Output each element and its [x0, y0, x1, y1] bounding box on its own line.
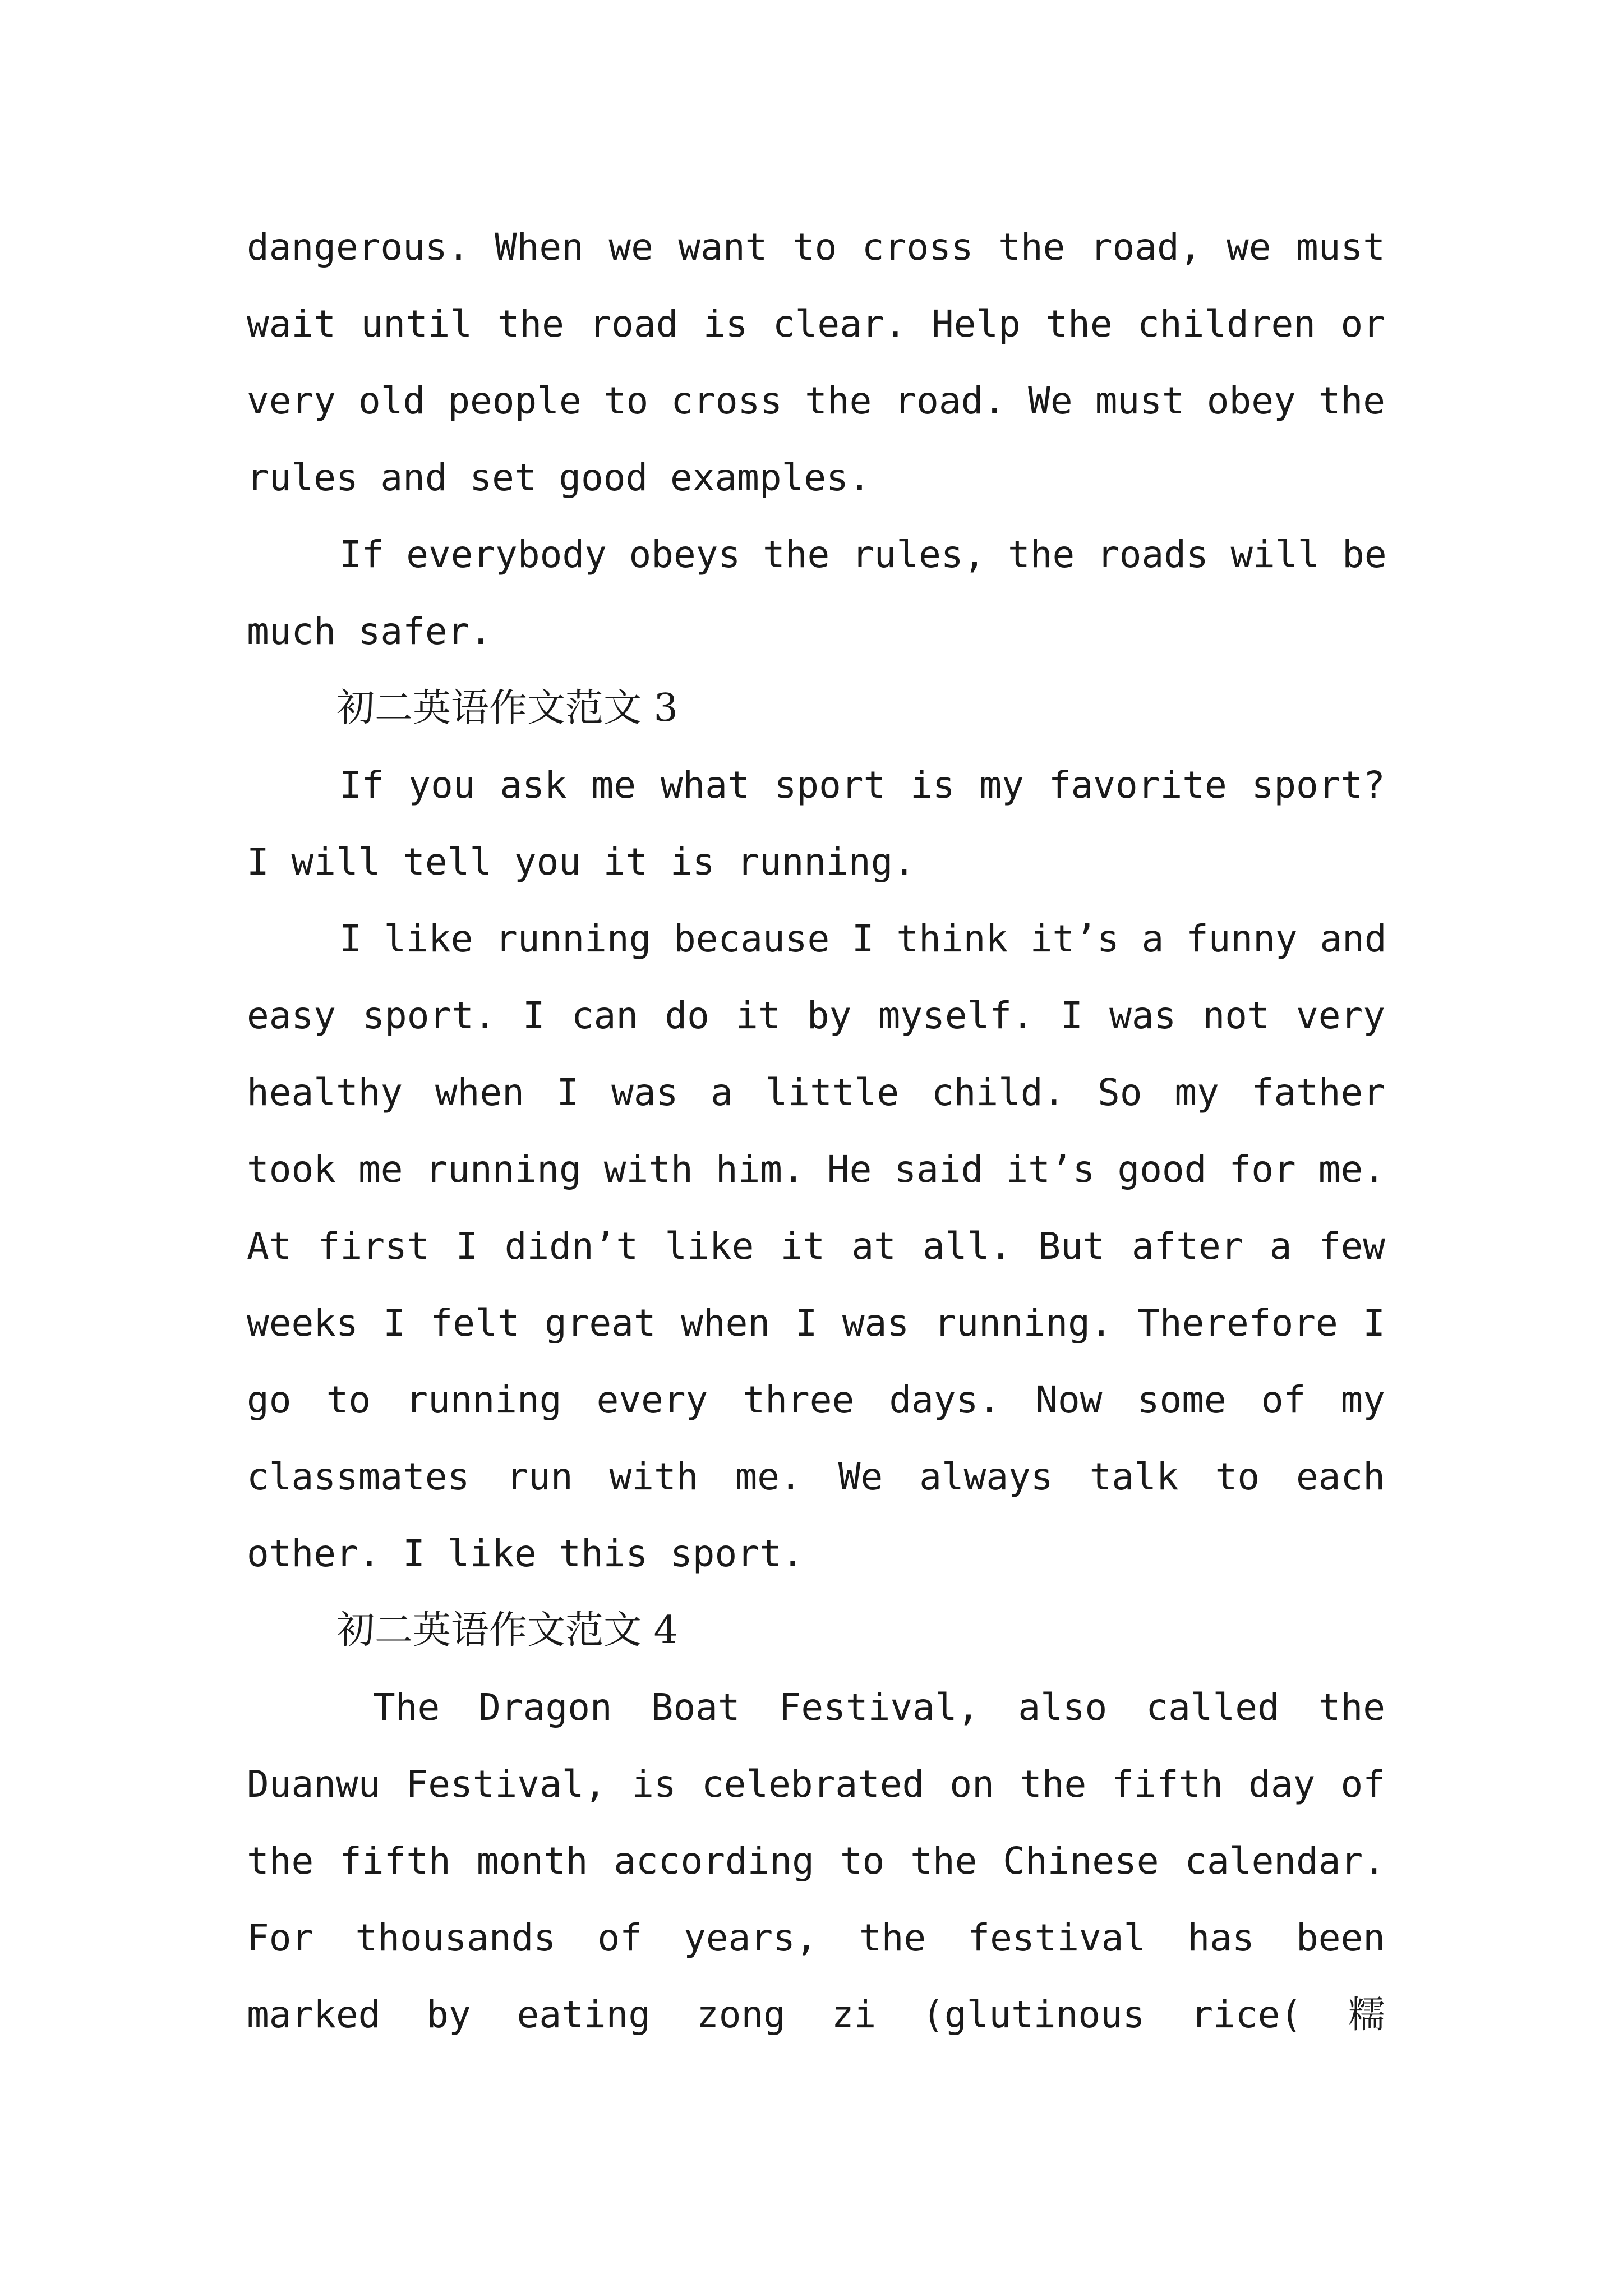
text-line: marked by eating zong zi (glutinous rice( 糯	[247, 1993, 1385, 2036]
text-line: the fifth month according to the Chinese calendar.	[247, 1839, 1385, 1883]
text-line: wait until the road is clear. Help the children or	[247, 302, 1385, 346]
section-heading: 初二英语作文范文 4	[336, 1608, 678, 1653]
paragraph-start-line: I like running because I think it’s a funny and	[339, 917, 1387, 960]
text-line: For thousands of years, the festival has been	[247, 1916, 1385, 1959]
text-line: weeks I felt great when I was running. Therefore I	[247, 1301, 1385, 1345]
text-line: other. I like this sport.	[247, 1532, 804, 1575]
paragraph-start-line: If you ask me what sport is my favorite sport?	[339, 763, 1385, 807]
text-line: rules and set good examples.	[247, 456, 871, 499]
document-page	[247, 209, 1385, 2053]
text-line: healthy when I was a little child. So my father	[247, 1071, 1385, 1114]
text-line: very old people to cross the road. We must obey the	[247, 379, 1385, 422]
text-line: dangerous. When we want to cross the road, we must	[247, 226, 1385, 269]
text-line: much safer.	[247, 610, 492, 653]
paragraph-start-line: If everybody obeys the rules, the roads will be	[339, 533, 1387, 576]
text-line: classmates run with me. We always talk to each	[247, 1455, 1385, 1498]
text-line: easy sport. I can do it by myself. I was not very	[247, 994, 1385, 1037]
text-line: I will tell you it is running.	[247, 840, 916, 884]
text-line: At first I didn’t like it at all. But after a few	[247, 1225, 1385, 1268]
section-heading: 初二英语作文范文 3	[336, 686, 678, 730]
text-line: Duanwu Festival, is celebrated on the fifth day of	[247, 1763, 1385, 1806]
paragraph-start-line: The Dragon Boat Festival, also called the	[373, 1686, 1385, 1729]
text-line: go to running every three days. Now some of my	[247, 1378, 1385, 1421]
text-line: took me running with him. He said it’s good for me.	[247, 1148, 1385, 1191]
